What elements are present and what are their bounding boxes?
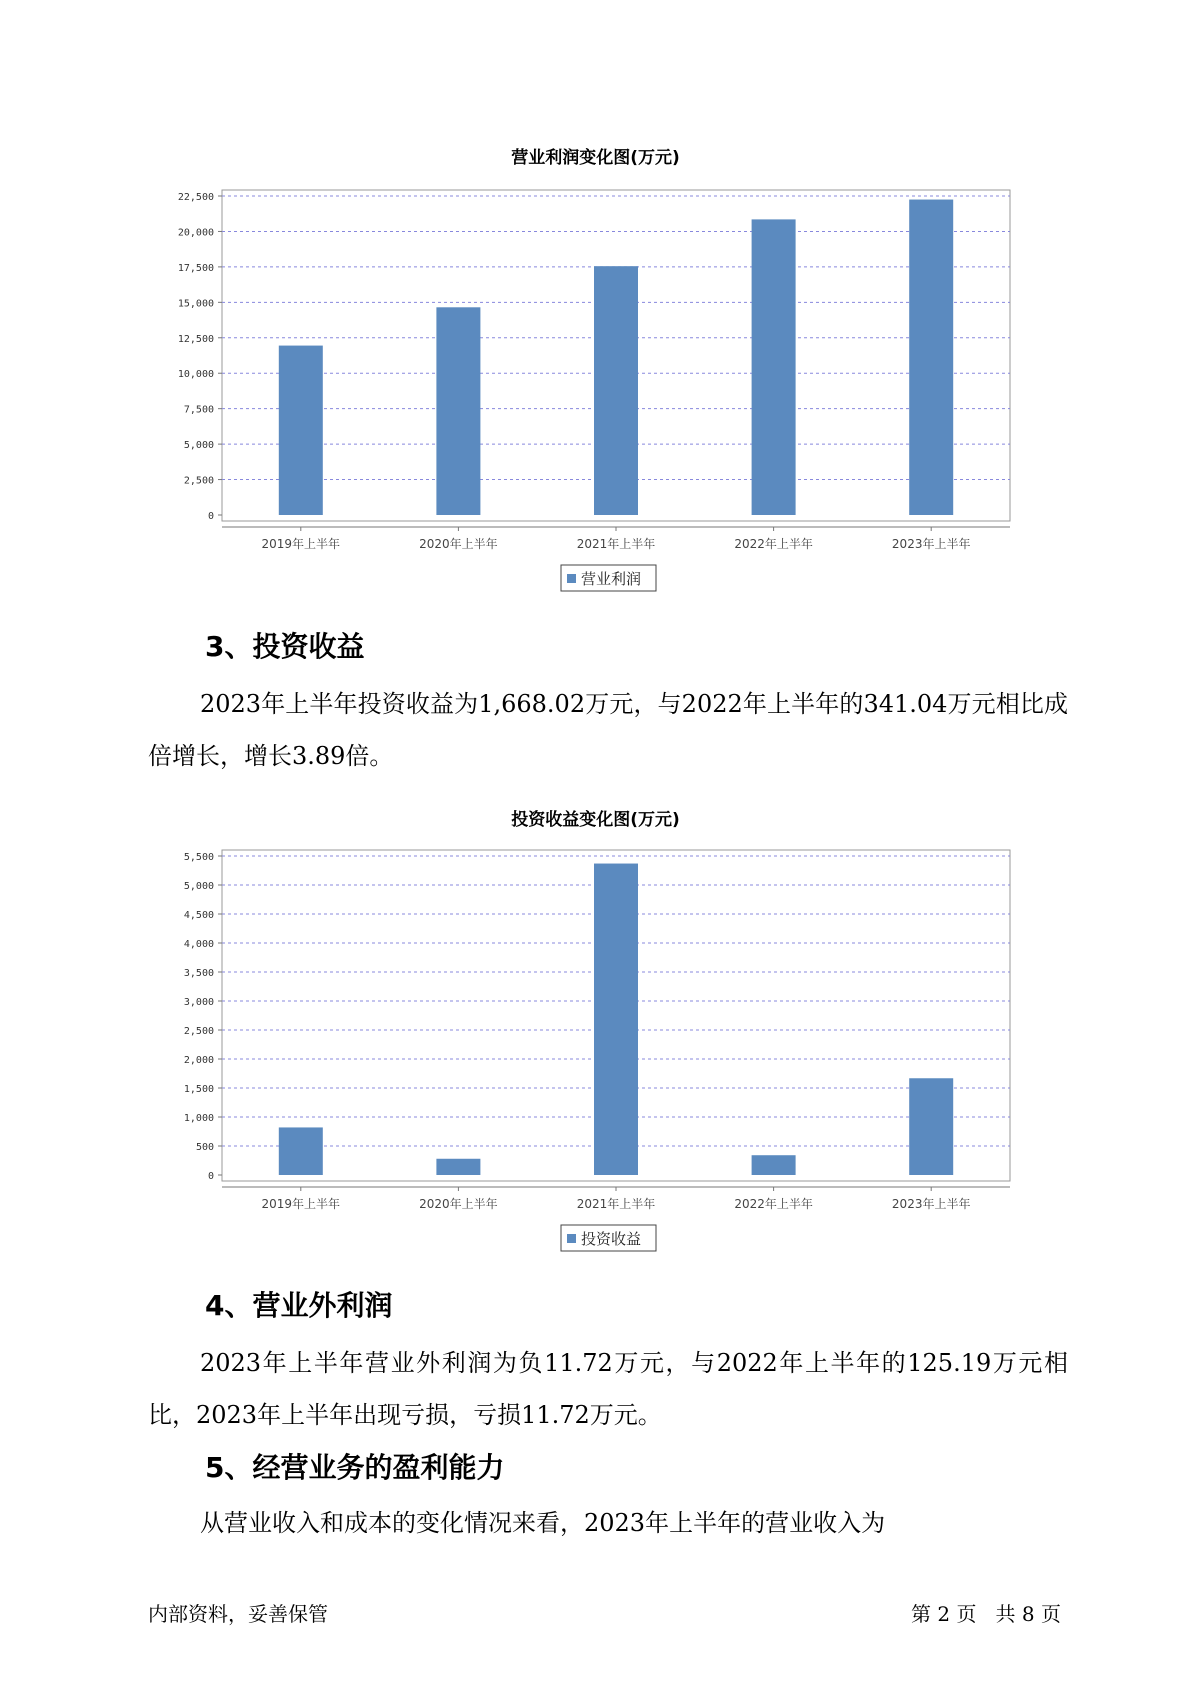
y-tick-label: 3,500: [183, 968, 214, 979]
y-tick-label: 0: [207, 511, 214, 522]
x-tick-label: 2020年上半年: [419, 1197, 498, 1211]
y-tick-label: 4,000: [183, 939, 214, 950]
y-tick-label: 15,000: [177, 298, 214, 310]
legend-swatch: [567, 574, 576, 583]
x-tick-label: 2021年上半年: [576, 537, 656, 551]
y-tick-label: 500: [195, 1142, 214, 1153]
x-tick-label: 2023年上半年: [891, 1197, 971, 1211]
section3-heading: 3、投资收益: [205, 630, 365, 663]
y-tick-label: 7,500: [183, 404, 214, 416]
chart2-title: 投资收益变化图(万元): [511, 810, 680, 830]
footer-left: 内部资料，妥善保管: [148, 1602, 328, 1626]
y-tick-label: 4,500: [183, 910, 214, 921]
y-tick-label: 20,000: [177, 227, 214, 239]
section5-heading: 5、经营业务的盈利能力: [205, 1451, 505, 1484]
section3-paragraph: 2023年上半年投资收益为1,668.02万元，与2022年上半年的341.04万元相比成倍增长，增长3.89倍。: [148, 690, 1068, 770]
x-tick-label: 2022年上半年: [734, 1197, 813, 1211]
y-tick-label: 2,000: [183, 1055, 214, 1066]
bar: [752, 219, 796, 515]
y-tick-label: 0: [207, 1171, 214, 1182]
legend-label: 营业利润: [581, 570, 642, 588]
y-tick-label: 22,500: [177, 192, 214, 203]
y-tick-label: 1,000: [183, 1113, 214, 1124]
investment-income-chart: [0, 830, 1191, 1260]
x-tick-label: 2023年上半年: [891, 537, 971, 551]
bar: [436, 307, 480, 515]
y-tick-label: 3,000: [183, 997, 214, 1008]
bar: [594, 864, 638, 1175]
bar: [909, 1078, 953, 1175]
x-tick-label: 2019年上半年: [261, 537, 341, 551]
y-tick-label: 2,500: [183, 475, 214, 487]
x-tick-label: 2019年上半年: [261, 1197, 341, 1211]
x-tick-label: 2020年上半年: [419, 537, 498, 551]
bar: [279, 1127, 323, 1175]
chart1-title: 营业利润变化图(万元): [511, 148, 680, 168]
y-tick-label: 5,500: [183, 852, 214, 863]
bar: [436, 1159, 480, 1175]
y-tick-label: 2,500: [183, 1026, 214, 1037]
x-tick-label: 2022年上半年: [734, 537, 813, 551]
x-tick-label: 2021年上半年: [576, 1197, 656, 1211]
operating-profit-chart: [0, 170, 1191, 600]
y-tick-label: 10,000: [177, 369, 214, 381]
bar: [279, 346, 323, 515]
y-tick-label: 5,000: [183, 440, 214, 452]
bar: [752, 1155, 796, 1175]
bar: [594, 266, 638, 515]
legend-label: 投资收益: [581, 1230, 642, 1248]
bar: [909, 200, 953, 515]
y-tick-label: 12,500: [177, 333, 214, 345]
section4-heading: 4、营业外利润: [205, 1289, 393, 1322]
y-tick-label: 17,500: [177, 262, 214, 274]
footer-page-number: 第 2 页 共 8 页: [911, 1602, 1061, 1626]
section4-paragraph: 2023年上半年营业外利润为负11.72万元，与2022年上半年的125.19万元相比，2023年上半年出现亏损，亏损11.72万元。: [148, 1349, 1068, 1429]
section5-paragraph: 从营业收入和成本的变化情况来看，2023年上半年的营业收入为: [200, 1509, 886, 1537]
y-tick-label: 1,500: [183, 1084, 214, 1095]
y-tick-label: 5,000: [183, 881, 214, 892]
legend-swatch: [567, 1234, 576, 1243]
